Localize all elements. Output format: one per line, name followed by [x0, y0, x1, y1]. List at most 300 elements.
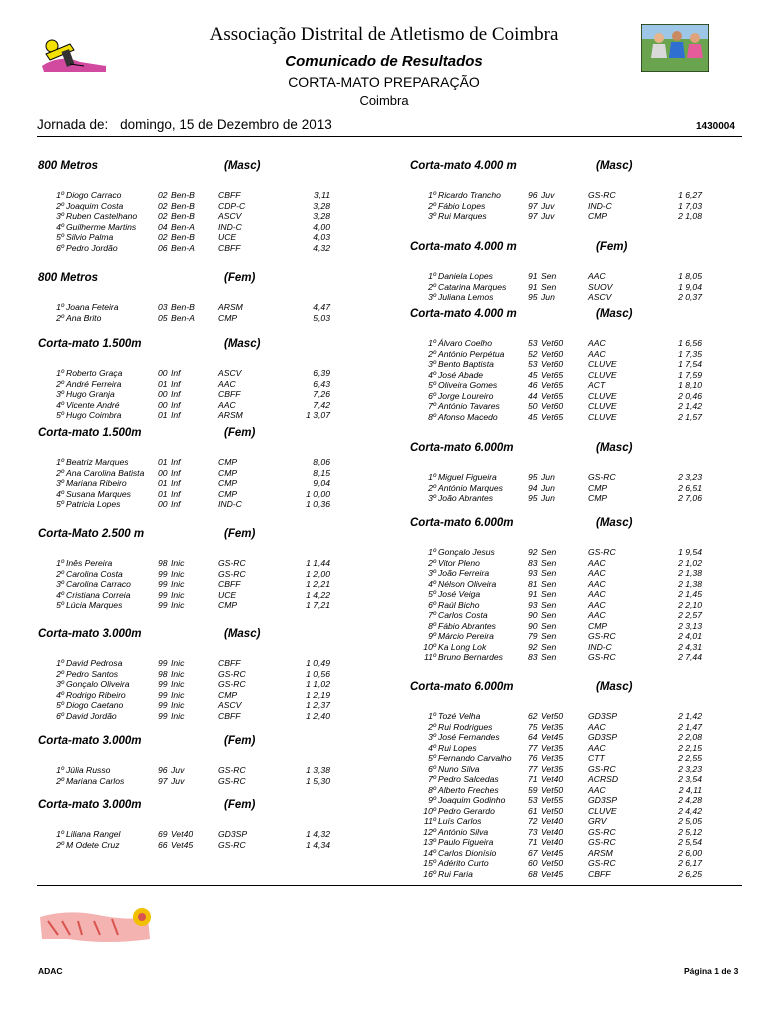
club: ACRSD: [588, 774, 619, 784]
club: ARSM: [588, 847, 613, 858]
rank: 1º: [428, 338, 436, 348]
athlete-name: José Abade: [438, 369, 484, 380]
birth-year: 99: [158, 579, 168, 589]
result-row: [38, 590, 338, 601]
result-row: [410, 579, 720, 590]
result-row: [410, 483, 720, 494]
birth-year: 97: [528, 200, 538, 211]
athlete-name: Miguel Figueira: [438, 472, 497, 482]
birth-year: 02: [158, 232, 168, 242]
birth-year: 02: [158, 211, 168, 221]
result-row: [410, 558, 720, 569]
finish-time: 1 4,32: [306, 829, 330, 839]
club: CBFF: [588, 868, 611, 879]
club: AAC: [218, 378, 236, 389]
event-city: Coimbra: [359, 93, 409, 108]
category: Inic: [171, 689, 185, 700]
result-row: [410, 774, 720, 785]
athlete-name: Raúl Bicho: [438, 599, 480, 610]
result-row: [410, 568, 720, 579]
category: Inic: [171, 568, 185, 579]
category: Vet35: [541, 763, 564, 774]
club: GS-RC: [218, 679, 246, 689]
result-row: [38, 829, 338, 840]
result-row: [38, 669, 338, 680]
finish-time: 2 6,25: [678, 868, 702, 879]
finish-time: 1 2,21: [306, 579, 330, 589]
rank: 5º: [56, 700, 64, 710]
category: Vet35: [541, 721, 564, 732]
result-row: [410, 753, 720, 764]
finish-time: 3,28: [313, 211, 330, 221]
category: Ben-A: [171, 242, 195, 253]
category: Vet40: [541, 816, 564, 826]
athlete-name: Carolina Carraco: [66, 579, 131, 589]
rank: 3º: [428, 211, 436, 221]
athlete-name: Beatriz Marques: [66, 457, 129, 467]
birth-year: 90: [528, 610, 538, 620]
rank: 6º: [428, 390, 436, 401]
birth-year: 50: [528, 401, 538, 411]
club: CBFF: [218, 389, 241, 399]
club: AAC: [588, 784, 606, 795]
event-title: 800 Metros: [38, 272, 99, 284]
club: IND-C: [588, 641, 612, 652]
finish-time: 1 1,02: [306, 679, 330, 689]
club: ASCV: [218, 700, 242, 710]
rank: 6º: [56, 710, 64, 721]
birth-year: 01: [158, 410, 168, 420]
finish-time: 2 1,38: [678, 568, 702, 578]
section-header: [410, 681, 720, 697]
club: AAC: [588, 338, 606, 348]
event-gender: (Fem): [224, 799, 256, 811]
rank: 5º: [428, 589, 436, 599]
club: AAC: [588, 610, 606, 620]
result-row: [410, 338, 720, 349]
rank: 8º: [428, 784, 436, 795]
section-header: [410, 160, 720, 176]
athlete-name: Ka Long Lok: [438, 641, 487, 652]
rank: 9º: [428, 795, 436, 805]
finish-time: 2 1,42: [678, 401, 702, 411]
birth-year: 69: [158, 829, 168, 839]
result-row: [38, 489, 338, 500]
finish-time: 1 0,49: [306, 658, 330, 668]
section-header: [410, 442, 720, 458]
club: GS-RC: [218, 775, 246, 786]
athlete-name: David Pedrosa: [66, 658, 123, 668]
result-row: [38, 190, 338, 201]
club: GD3SP: [218, 829, 248, 839]
rank: 1º: [56, 457, 64, 467]
birth-year: 53: [528, 359, 538, 369]
category: Juv: [541, 190, 555, 200]
athlete-name: Pedro Jordão: [66, 242, 118, 253]
result-row: [410, 722, 720, 733]
athlete-name: Guilherme Martins: [66, 221, 137, 232]
rank: 9º: [428, 631, 436, 641]
category: Inf: [171, 399, 181, 410]
club: UCE: [218, 232, 237, 242]
finish-time: 2 2,57: [678, 610, 702, 620]
rank: 3º: [56, 211, 64, 221]
rank: 5º: [428, 753, 436, 763]
birth-year: 67: [528, 847, 538, 858]
event-title: Corta-mato 4.000 m: [410, 308, 517, 320]
result-section: [410, 517, 720, 663]
rank: 5º: [56, 600, 64, 610]
category: Inf: [171, 368, 181, 378]
finish-time: 1 0,00: [306, 488, 330, 499]
result-row: [38, 679, 338, 690]
club: ASCV: [218, 368, 242, 378]
category: Inf: [171, 389, 181, 399]
athlete-name: Alberto Freches: [438, 784, 499, 795]
event-title: Corta-mato 3.000m: [38, 628, 142, 640]
athlete-name: Rui Faria: [438, 868, 473, 879]
rank: 14º: [423, 847, 436, 858]
result-row: [38, 400, 338, 411]
finish-time: 2 7,44: [678, 652, 702, 662]
rank: 3º: [428, 732, 436, 742]
result-section: [410, 681, 720, 879]
result-row: [38, 201, 338, 212]
birth-year: 77: [528, 763, 538, 774]
athlete-name: Tozé Velha: [438, 711, 481, 721]
result-row: [410, 631, 720, 642]
finish-time: 1 3,07: [306, 410, 330, 420]
event-gender: (Masc): [596, 160, 633, 172]
finish-time: 1 6,56: [678, 338, 702, 348]
club: GS-RC: [588, 472, 616, 482]
athlete-name: Roberto Graça: [66, 368, 123, 378]
birth-year: 99: [158, 600, 168, 610]
result-row: [410, 190, 720, 201]
event-gender: (Masc): [596, 442, 633, 454]
category: Sen: [541, 599, 557, 610]
jornada-date: domingo, 15 de Dezembro de 2013: [120, 117, 332, 132]
athlete-name: Adérito Curto: [438, 858, 489, 868]
club: AAC: [588, 589, 606, 599]
athlete-name: Joaquim Costa: [66, 200, 124, 211]
section-header: [38, 528, 338, 544]
club: GS-RC: [588, 631, 616, 641]
club: AAC: [588, 271, 606, 281]
category: Inf: [171, 499, 181, 509]
finish-time: 2 1,57: [678, 411, 702, 422]
athlete-name: Inês Pereira: [66, 558, 113, 568]
birth-year: 66: [158, 839, 168, 850]
result-row: [38, 658, 338, 669]
birth-year: 96: [158, 765, 168, 775]
result-row: [410, 600, 720, 611]
result-section: [38, 735, 338, 786]
category: Vet40: [541, 826, 564, 837]
rank: 1º: [428, 190, 436, 200]
event-gender: (Masc): [596, 308, 633, 320]
section-header: [38, 160, 338, 176]
athlete-name: Afonso Macedo: [438, 411, 498, 422]
rank: 16º: [423, 868, 436, 879]
result-row: [410, 764, 720, 775]
athlete-name: José Fernandes: [438, 732, 500, 742]
result-row: [410, 806, 720, 817]
category: Vet45: [541, 868, 564, 879]
section-header: [410, 517, 720, 533]
result-row: [410, 785, 720, 796]
finish-time: 2 5,54: [678, 837, 702, 847]
athlete-name: Pedro Gerardo: [438, 805, 495, 816]
finish-time: 1 2,00: [306, 568, 330, 579]
category: Jun: [541, 472, 555, 482]
club: AAC: [588, 568, 606, 578]
athlete-name: M Odete Cruz: [66, 839, 120, 850]
rank: 2º: [428, 721, 436, 732]
club: GD3SP: [588, 732, 618, 742]
category: Inf: [171, 467, 181, 478]
rank: 3º: [428, 292, 436, 302]
category: Vet50: [541, 805, 564, 816]
result-section: [38, 628, 338, 721]
category: Ben-B: [171, 232, 195, 242]
finish-time: 2 3,13: [678, 620, 702, 631]
result-section: [38, 160, 338, 253]
result-row: [38, 232, 338, 243]
category: Inf: [171, 378, 181, 389]
result-row: [410, 869, 720, 880]
event-title: Corta-mato 3.000m: [38, 799, 142, 811]
birth-year: 01: [158, 457, 168, 467]
club: CLUVE: [588, 390, 617, 401]
result-row: [38, 368, 338, 379]
category: Sen: [541, 652, 557, 662]
athlete-name: Mariana Ribeiro: [66, 478, 127, 488]
result-row: [410, 472, 720, 483]
event-gender: (Fem): [596, 241, 628, 253]
document-subtitle: Comunicado de Resultados: [285, 53, 483, 70]
birth-year: 83: [528, 652, 538, 662]
association-title: Associação Distrital de Atletismo de Coimbra: [209, 24, 559, 45]
club: CMP: [588, 493, 608, 503]
athlete-name: Júlia Russo: [66, 765, 111, 775]
birth-year: 97: [158, 775, 168, 786]
rank: 1º: [428, 472, 436, 482]
rank: 2º: [56, 467, 64, 478]
rank: 4º: [428, 578, 436, 589]
section-header: [38, 338, 338, 354]
footer-rule: [37, 885, 742, 886]
finish-time: 1 9,54: [678, 547, 702, 557]
event-title: Corta-mato 1.500m: [38, 338, 142, 350]
result-row: [38, 776, 338, 787]
category: Ben-B: [171, 302, 195, 312]
section-header: [38, 799, 338, 815]
athlete-name: Fernando Carvalho: [438, 753, 512, 763]
category: Sen: [541, 631, 557, 641]
rank: 4º: [428, 742, 436, 753]
birth-year: 75: [528, 721, 538, 732]
birth-year: 53: [528, 338, 538, 348]
category: Sen: [541, 578, 557, 589]
category: Vet40: [541, 774, 564, 784]
rank: 2º: [428, 557, 436, 568]
finish-time: 1 5,30: [306, 775, 330, 786]
athlete-name: João Abrantes: [438, 493, 494, 503]
birth-year: 01: [158, 478, 168, 488]
rank: 13º: [423, 837, 436, 847]
category: Vet45: [171, 839, 194, 850]
birth-year: 45: [528, 369, 538, 380]
athlete-name: Pedro Salcedas: [438, 774, 499, 784]
category: Jun: [541, 493, 555, 503]
section-header: [410, 241, 720, 257]
result-row: [38, 222, 338, 233]
category: Vet50: [541, 711, 564, 721]
result-row: [410, 795, 720, 806]
category: Vet45: [541, 847, 564, 858]
document-code: 1430004: [696, 121, 735, 132]
finish-time: 1 2,37: [306, 700, 330, 710]
athlete-name: Ana Brito: [66, 312, 102, 323]
finish-time: 1 1,44: [306, 558, 330, 568]
category: Juv: [171, 775, 185, 786]
club: AAC: [588, 557, 606, 568]
birth-year: 99: [158, 658, 168, 668]
rank: 3º: [56, 679, 64, 689]
finish-time: 2 6,17: [678, 858, 702, 868]
athlete-name: Rui Lopes: [438, 742, 477, 753]
birth-year: 95: [528, 493, 538, 503]
category: Vet50: [541, 858, 564, 868]
finish-time: 2 4,31: [678, 641, 702, 652]
athlete-name: Paulo Figueira: [438, 837, 494, 847]
birth-year: 72: [528, 816, 538, 826]
athlete-name: Fábio Abrantes: [438, 620, 496, 631]
result-row: [38, 711, 338, 722]
rank: 15º: [423, 858, 436, 868]
result-row: [410, 711, 720, 722]
finish-time: 2 1,47: [678, 721, 702, 732]
finish-time: 2 2,55: [678, 753, 702, 763]
result-row: [410, 837, 720, 848]
birth-year: 99: [158, 700, 168, 710]
club: GS-RC: [588, 837, 616, 847]
rank: 4º: [56, 589, 64, 600]
event-gender: (Masc): [224, 628, 261, 640]
athlete-name: Mariana Carlos: [66, 775, 125, 786]
athlete-name: Nélson Oliveira: [438, 578, 497, 589]
club: CDP-C: [218, 200, 246, 211]
rank: 3º: [56, 478, 64, 488]
rank: 1º: [56, 658, 64, 668]
club: CMP: [218, 457, 238, 467]
birth-year: 02: [158, 190, 168, 200]
result-row: [410, 412, 720, 423]
event-title: 800 Metros: [38, 160, 99, 172]
birth-year: 98: [158, 558, 168, 568]
event-gender: (Masc): [224, 338, 261, 350]
finish-time: 9,04: [313, 478, 330, 488]
result-row: [38, 302, 338, 313]
category: Vet60: [541, 338, 564, 348]
rank: 5º: [428, 380, 436, 390]
finish-time: 1 7,35: [678, 348, 702, 359]
category: Inic: [171, 600, 185, 610]
finish-time: 4,47: [313, 302, 330, 312]
athlete-name: Carlos Costa: [438, 610, 488, 620]
athlete-name: Jorge Loureiro: [438, 390, 494, 401]
result-section: [38, 427, 338, 510]
result-section: [410, 308, 720, 422]
birth-year: 03: [158, 302, 168, 312]
birth-year: 99: [158, 679, 168, 689]
category: Inic: [171, 589, 185, 600]
birth-year: 71: [528, 774, 538, 784]
result-row: [410, 652, 720, 663]
club: IND-C: [588, 200, 612, 211]
club: AAC: [588, 742, 606, 753]
birth-year: 05: [158, 312, 168, 323]
club: ARSM: [218, 302, 243, 312]
finish-time: 7,42: [313, 399, 330, 410]
athlete-name: Rodrigo Ribeiro: [66, 689, 126, 700]
finish-time: 6,39: [313, 368, 330, 378]
footer-logo: [38, 895, 170, 950]
club: GS-RC: [218, 558, 246, 568]
athlete-name: Liliana Rangel: [66, 829, 121, 839]
finish-time: 2 3,54: [678, 774, 702, 784]
birth-year: 93: [528, 568, 538, 578]
result-section: [410, 241, 720, 303]
finish-time: 2 3,23: [678, 763, 702, 774]
category: Vet40: [171, 829, 194, 839]
jornada-line: [37, 117, 340, 132]
birth-year: 64: [528, 732, 538, 742]
category: Jun: [541, 292, 555, 302]
result-row: [410, 642, 720, 653]
rank: 6º: [428, 763, 436, 774]
result-row: [410, 816, 720, 827]
athlete-name: Susana Marques: [66, 488, 131, 499]
club: CBFF: [218, 579, 241, 589]
athlete-name: Cristiana Correia: [66, 589, 131, 600]
birth-year: 90: [528, 620, 538, 631]
result-row: [38, 499, 338, 510]
birth-year: 79: [528, 631, 538, 641]
rank: 5º: [56, 232, 64, 242]
category: Vet40: [541, 837, 564, 847]
club: CTT: [588, 753, 605, 763]
category: Vet65: [541, 380, 564, 390]
category: Vet55: [541, 795, 564, 805]
birth-year: 00: [158, 368, 168, 378]
finish-time: 1 8,10: [678, 380, 702, 390]
finish-time: 2 6,00: [678, 847, 702, 858]
birth-year: 92: [528, 641, 538, 652]
finish-time: 6,43: [313, 378, 330, 389]
rank: 2º: [56, 668, 64, 679]
result-row: [410, 743, 720, 754]
result-row: [410, 359, 720, 370]
rank: 4º: [56, 689, 64, 700]
category: Sen: [541, 610, 557, 620]
result-row: [410, 380, 720, 391]
category: Sen: [541, 547, 557, 557]
category: Inic: [171, 579, 185, 589]
section-header: [410, 308, 720, 324]
athlete-name: Vicente André: [66, 399, 120, 410]
